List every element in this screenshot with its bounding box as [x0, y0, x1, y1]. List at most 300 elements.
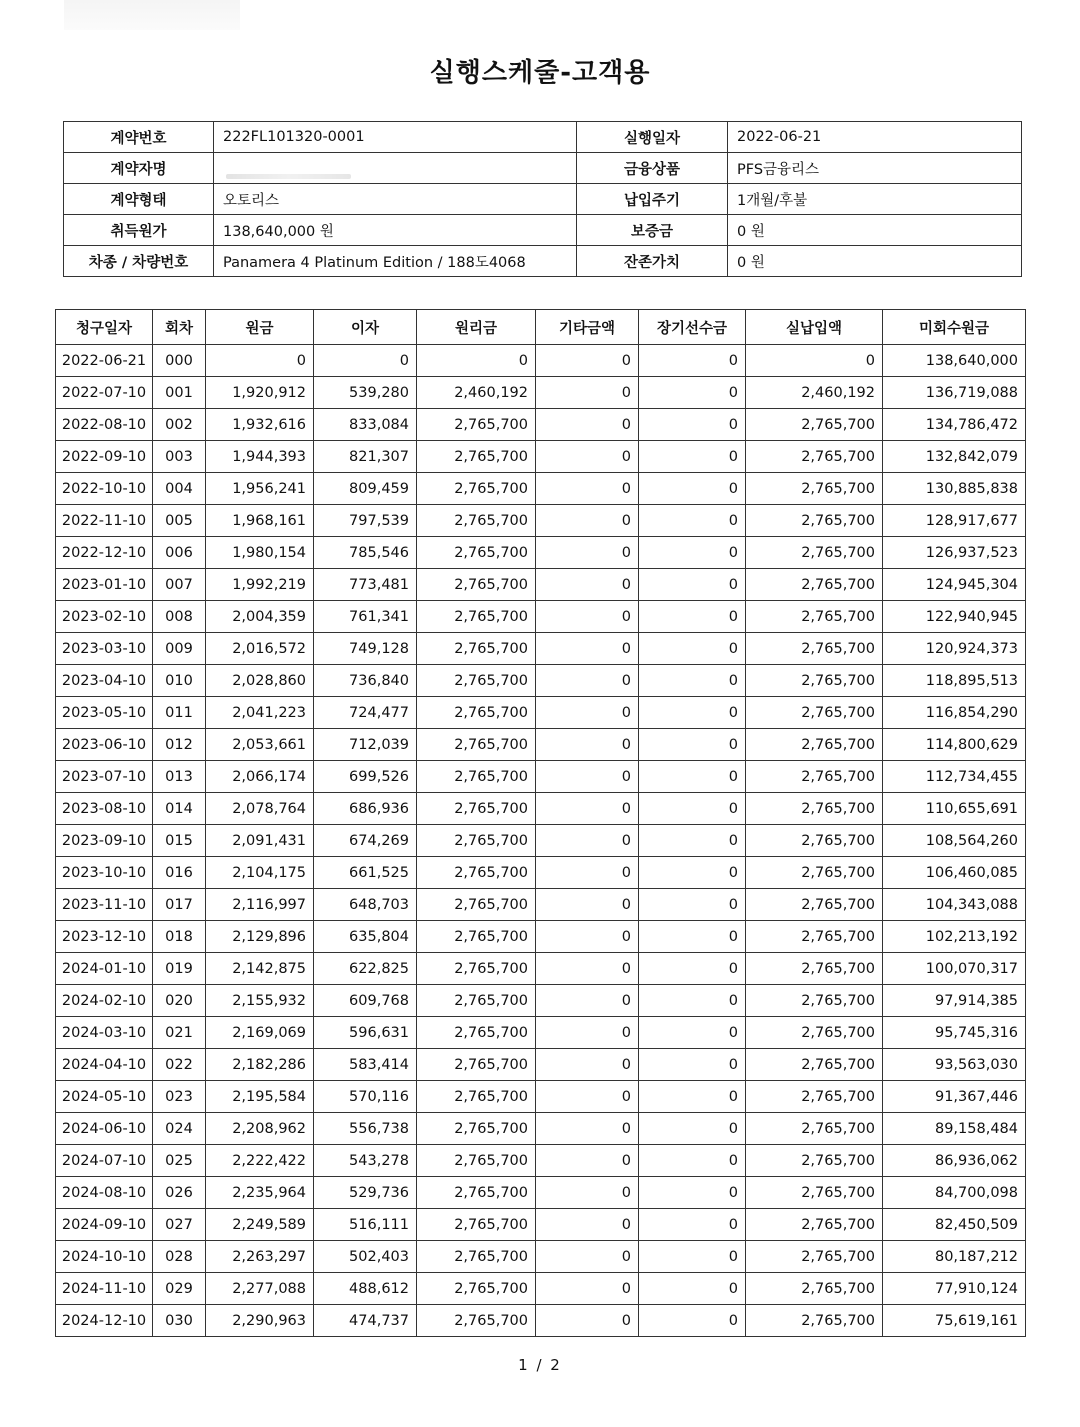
table-cell: 2,765,700 [746, 1113, 883, 1145]
table-cell: 2,765,700 [417, 665, 536, 697]
table-cell: 014 [153, 793, 206, 825]
table-cell: 2024-11-10 [56, 1273, 153, 1305]
table-cell: 82,450,509 [883, 1209, 1026, 1241]
table-cell: 712,039 [314, 729, 417, 761]
table-cell: 84,700,098 [883, 1177, 1026, 1209]
table-cell: 2,765,700 [417, 569, 536, 601]
table-cell: 2022-09-10 [56, 441, 153, 473]
table-cell: 0 [536, 889, 639, 921]
execution-date-value: 2022-06-21 [728, 122, 1022, 153]
table-cell: 2,129,896 [206, 921, 314, 953]
table-row [56, 921, 1026, 953]
table-cell: 0 [639, 889, 746, 921]
table-cell: 2,765,700 [417, 793, 536, 825]
table-cell: 2,765,700 [417, 985, 536, 1017]
table-cell: 1,944,393 [206, 441, 314, 473]
table-cell: 0 [536, 1049, 639, 1081]
table-cell: 2,765,700 [417, 1017, 536, 1049]
table-cell: 2,765,700 [417, 473, 536, 505]
table-cell: 2,765,700 [746, 1305, 883, 1337]
table-cell: 2,765,700 [746, 1145, 883, 1177]
table-cell: 0 [639, 1081, 746, 1113]
table-cell: 2,016,572 [206, 633, 314, 665]
table-cell: 010 [153, 665, 206, 697]
table-cell: 0 [639, 665, 746, 697]
table-cell: 622,825 [314, 953, 417, 985]
table-cell: 130,885,838 [883, 473, 1026, 505]
table-cell: 0 [639, 921, 746, 953]
table-cell: 0 [639, 697, 746, 729]
table-cell: 030 [153, 1305, 206, 1337]
table-row [56, 729, 1026, 761]
table-cell: 609,768 [314, 985, 417, 1017]
table-cell: 106,460,085 [883, 857, 1026, 889]
table-cell: 0 [639, 729, 746, 761]
table-cell: 0 [536, 409, 639, 441]
table-cell: 2,263,297 [206, 1241, 314, 1273]
table-cell: 80,187,212 [883, 1241, 1026, 1273]
table-cell: 2024-09-10 [56, 1209, 153, 1241]
table-row [56, 345, 1026, 377]
table-cell: 583,414 [314, 1049, 417, 1081]
table-cell: 0 [639, 505, 746, 537]
table-cell: 0 [536, 857, 639, 889]
table-cell: 0 [639, 1145, 746, 1177]
table-cell: 0 [639, 345, 746, 377]
table-cell: 018 [153, 921, 206, 953]
table-cell: 2023-03-10 [56, 633, 153, 665]
table-cell: 1,992,219 [206, 569, 314, 601]
contract-type-label: 계약형태 [64, 184, 214, 215]
table-cell: 2023-08-10 [56, 793, 153, 825]
table-cell: 2,765,700 [417, 921, 536, 953]
info-row [64, 184, 1022, 215]
payment-cycle-label: 납입주기 [577, 184, 728, 215]
table-cell: 007 [153, 569, 206, 601]
table-cell: 2,765,700 [746, 473, 883, 505]
table-cell: 749,128 [314, 633, 417, 665]
column-header: 장기선수금 [639, 310, 746, 345]
table-cell: 0 [536, 761, 639, 793]
table-cell: 0 [639, 633, 746, 665]
table-cell: 91,367,446 [883, 1081, 1026, 1113]
table-cell: 95,745,316 [883, 1017, 1026, 1049]
table-cell: 136,719,088 [883, 377, 1026, 409]
table-cell: 2022-10-10 [56, 473, 153, 505]
table-cell: 797,539 [314, 505, 417, 537]
table-cell: 2,222,422 [206, 1145, 314, 1177]
table-cell: 006 [153, 537, 206, 569]
table-cell: 0 [206, 345, 314, 377]
table-row [56, 601, 1026, 633]
contract-info-table [63, 121, 1022, 277]
table-cell: 2,765,700 [417, 729, 536, 761]
table-cell: 0 [536, 345, 639, 377]
table-cell: 2,460,192 [746, 377, 883, 409]
table-cell: 0 [639, 377, 746, 409]
table-cell: 2023-06-10 [56, 729, 153, 761]
table-cell: 128,917,677 [883, 505, 1026, 537]
table-cell: 126,937,523 [883, 537, 1026, 569]
table-cell: 2022-06-21 [56, 345, 153, 377]
table-row [56, 377, 1026, 409]
table-cell: 2,765,700 [417, 953, 536, 985]
table-row [56, 953, 1026, 985]
table-cell: 2023-02-10 [56, 601, 153, 633]
table-cell: 2,765,700 [417, 1113, 536, 1145]
table-cell: 2,142,875 [206, 953, 314, 985]
table-cell: 000 [153, 345, 206, 377]
column-header: 실납입액 [746, 310, 883, 345]
table-cell: 0 [639, 1305, 746, 1337]
table-cell: 008 [153, 601, 206, 633]
table-cell: 2,041,223 [206, 697, 314, 729]
table-cell: 118,895,513 [883, 665, 1026, 697]
table-cell: 2023-12-10 [56, 921, 153, 953]
table-cell: 0 [314, 345, 417, 377]
table-cell: 0 [536, 1305, 639, 1337]
info-row [64, 215, 1022, 246]
page-number: 1 / 2 [518, 1356, 562, 1374]
table-cell: 2,765,700 [746, 633, 883, 665]
table-cell: 516,111 [314, 1209, 417, 1241]
table-cell: 001 [153, 377, 206, 409]
table-cell: 2024-02-10 [56, 985, 153, 1017]
table-cell: 2,053,661 [206, 729, 314, 761]
table-cell: 0 [746, 345, 883, 377]
table-cell: 0 [536, 537, 639, 569]
table-cell: 596,631 [314, 1017, 417, 1049]
table-cell: 2,765,700 [417, 1241, 536, 1273]
table-cell: 2,765,700 [746, 1177, 883, 1209]
table-row [56, 697, 1026, 729]
table-cell: 699,526 [314, 761, 417, 793]
table-cell: 2,765,700 [417, 889, 536, 921]
table-cell: 1,956,241 [206, 473, 314, 505]
table-cell: 011 [153, 697, 206, 729]
table-cell: 0 [639, 569, 746, 601]
table-cell: 570,116 [314, 1081, 417, 1113]
deposit-value: 0 원 [728, 215, 1022, 246]
column-header: 회차 [153, 310, 206, 345]
info-row [64, 246, 1022, 277]
table-cell: 821,307 [314, 441, 417, 473]
table-cell: 0 [639, 1177, 746, 1209]
table-cell: 2,066,174 [206, 761, 314, 793]
table-cell: 0 [639, 1241, 746, 1273]
table-cell: 2,765,700 [417, 1177, 536, 1209]
table-cell: 134,786,472 [883, 409, 1026, 441]
table-cell: 2,765,700 [417, 633, 536, 665]
table-cell: 724,477 [314, 697, 417, 729]
table-cell: 89,158,484 [883, 1113, 1026, 1145]
table-cell: 773,481 [314, 569, 417, 601]
table-row [56, 1177, 1026, 1209]
table-cell: 686,936 [314, 793, 417, 825]
table-cell: 1,920,912 [206, 377, 314, 409]
table-cell: 0 [536, 569, 639, 601]
table-cell: 2,460,192 [417, 377, 536, 409]
table-cell: 016 [153, 857, 206, 889]
table-cell: 012 [153, 729, 206, 761]
table-cell: 013 [153, 761, 206, 793]
table-cell: 025 [153, 1145, 206, 1177]
table-cell: 0 [639, 857, 746, 889]
redacted-name [226, 174, 351, 179]
table-cell: 104,343,088 [883, 889, 1026, 921]
table-cell: 0 [639, 1209, 746, 1241]
table-row [56, 1081, 1026, 1113]
table-cell: 2,765,700 [417, 1209, 536, 1241]
table-cell: 114,800,629 [883, 729, 1026, 761]
table-row [56, 1209, 1026, 1241]
table-cell: 2,765,700 [746, 761, 883, 793]
table-cell: 102,213,192 [883, 921, 1026, 953]
table-cell: 2022-11-10 [56, 505, 153, 537]
table-cell: 0 [639, 985, 746, 1017]
table-cell: 674,269 [314, 825, 417, 857]
table-cell: 122,940,945 [883, 601, 1026, 633]
table-cell: 2,765,700 [746, 1241, 883, 1273]
table-row [56, 1145, 1026, 1177]
table-cell: 2,765,700 [417, 537, 536, 569]
table-cell: 635,804 [314, 921, 417, 953]
table-cell: 2023-05-10 [56, 697, 153, 729]
table-cell: 761,341 [314, 601, 417, 633]
table-cell: 0 [536, 665, 639, 697]
table-cell: 2,765,700 [417, 825, 536, 857]
table-cell: 2,765,700 [746, 441, 883, 473]
table-cell: 124,945,304 [883, 569, 1026, 601]
table-cell: 833,084 [314, 409, 417, 441]
table-cell: 2023-11-10 [56, 889, 153, 921]
table-cell: 97,914,385 [883, 985, 1026, 1017]
column-header: 원리금 [417, 310, 536, 345]
table-cell: 023 [153, 1081, 206, 1113]
table-row [56, 505, 1026, 537]
table-cell: 2,208,962 [206, 1113, 314, 1145]
table-cell: 2,765,700 [746, 1049, 883, 1081]
table-cell: 543,278 [314, 1145, 417, 1177]
table-cell: 2023-10-10 [56, 857, 153, 889]
table-cell: 2024-12-10 [56, 1305, 153, 1337]
table-cell: 2,195,584 [206, 1081, 314, 1113]
table-cell: 004 [153, 473, 206, 505]
table-row [56, 409, 1026, 441]
contractor-name-value [214, 153, 577, 184]
table-cell: 2,765,700 [746, 793, 883, 825]
table-cell: 2,182,286 [206, 1049, 314, 1081]
table-cell: 93,563,030 [883, 1049, 1026, 1081]
table-cell: 0 [536, 985, 639, 1017]
table-cell: 0 [639, 1017, 746, 1049]
table-row [56, 1113, 1026, 1145]
table-cell: 474,737 [314, 1305, 417, 1337]
table-cell: 0 [536, 1209, 639, 1241]
table-cell: 0 [536, 697, 639, 729]
table-cell: 2,765,700 [417, 1305, 536, 1337]
table-cell: 2023-09-10 [56, 825, 153, 857]
contract-number-label: 계약번호 [64, 122, 214, 153]
table-cell: 2024-05-10 [56, 1081, 153, 1113]
page-title: 실행스케줄-고객용 [429, 58, 651, 88]
table-cell: 0 [639, 953, 746, 985]
table-cell: 2,765,700 [746, 889, 883, 921]
table-cell: 0 [536, 1081, 639, 1113]
table-cell: 2,765,700 [746, 697, 883, 729]
table-cell: 0 [536, 441, 639, 473]
table-cell: 1,932,616 [206, 409, 314, 441]
table-cell: 2,004,359 [206, 601, 314, 633]
table-row [56, 569, 1026, 601]
table-cell: 0 [639, 793, 746, 825]
table-row [56, 793, 1026, 825]
table-cell: 2,765,700 [746, 1209, 883, 1241]
table-cell: 0 [536, 1017, 639, 1049]
payment-schedule-table [55, 309, 1026, 1337]
table-cell: 2,765,700 [417, 601, 536, 633]
table-row [56, 1305, 1026, 1337]
table-cell: 2024-04-10 [56, 1049, 153, 1081]
table-cell: 0 [639, 825, 746, 857]
table-cell: 2022-08-10 [56, 409, 153, 441]
table-cell: 0 [536, 729, 639, 761]
table-cell: 1,968,161 [206, 505, 314, 537]
table-cell: 027 [153, 1209, 206, 1241]
table-cell: 2,765,700 [746, 665, 883, 697]
table-cell: 2,765,700 [746, 857, 883, 889]
table-cell: 015 [153, 825, 206, 857]
table-cell: 0 [639, 1113, 746, 1145]
table-cell: 2,765,700 [417, 1081, 536, 1113]
redacted-header-area [64, 0, 240, 30]
column-header: 기타금액 [536, 310, 639, 345]
table-cell: 022 [153, 1049, 206, 1081]
table-cell: 0 [536, 377, 639, 409]
table-cell: 2023-04-10 [56, 665, 153, 697]
table-cell: 0 [536, 505, 639, 537]
table-cell: 2024-06-10 [56, 1113, 153, 1145]
table-row [56, 473, 1026, 505]
table-cell: 0 [639, 537, 746, 569]
column-header: 원금 [206, 310, 314, 345]
table-cell: 2,765,700 [746, 569, 883, 601]
table-cell: 0 [639, 761, 746, 793]
table-cell: 648,703 [314, 889, 417, 921]
table-cell: 002 [153, 409, 206, 441]
table-row [56, 1273, 1026, 1305]
table-cell: 2,765,700 [746, 1081, 883, 1113]
table-cell: 019 [153, 953, 206, 985]
table-cell: 0 [639, 441, 746, 473]
table-cell: 488,612 [314, 1273, 417, 1305]
acquisition-cost-label: 취득원가 [64, 215, 214, 246]
table-cell: 2024-08-10 [56, 1177, 153, 1209]
table-cell: 017 [153, 889, 206, 921]
table-cell: 009 [153, 633, 206, 665]
table-cell: 0 [639, 473, 746, 505]
column-header: 이자 [314, 310, 417, 345]
vehicle-label: 차종 / 차량번호 [64, 246, 214, 277]
table-cell: 2,765,700 [417, 1049, 536, 1081]
table-row [56, 1241, 1026, 1273]
table-cell: 0 [536, 1241, 639, 1273]
table-cell: 736,840 [314, 665, 417, 697]
table-cell: 809,459 [314, 473, 417, 505]
table-row [56, 1017, 1026, 1049]
table-cell: 0 [639, 409, 746, 441]
info-row [64, 153, 1022, 184]
deposit-label: 보증금 [577, 215, 728, 246]
table-cell: 2,116,997 [206, 889, 314, 921]
table-cell: 2,028,860 [206, 665, 314, 697]
table-cell: 2023-01-10 [56, 569, 153, 601]
table-cell: 2,290,963 [206, 1305, 314, 1337]
contractor-name-label: 계약자명 [64, 153, 214, 184]
table-cell: 021 [153, 1017, 206, 1049]
table-cell: 2,078,764 [206, 793, 314, 825]
table-cell: 0 [536, 921, 639, 953]
table-cell: 0 [639, 601, 746, 633]
finance-product-value: PFS금융리스 [728, 153, 1022, 184]
table-cell: 785,546 [314, 537, 417, 569]
info-row [64, 122, 1022, 153]
table-cell: 2,277,088 [206, 1273, 314, 1305]
table-cell: 0 [536, 473, 639, 505]
table-cell: 556,738 [314, 1113, 417, 1145]
table-cell: 028 [153, 1241, 206, 1273]
schedule-body [56, 345, 1026, 1337]
table-cell: 100,070,317 [883, 953, 1026, 985]
table-row [56, 441, 1026, 473]
table-cell: 2,765,700 [746, 537, 883, 569]
table-cell: 120,924,373 [883, 633, 1026, 665]
table-cell: 661,525 [314, 857, 417, 889]
table-cell: 2,765,700 [746, 409, 883, 441]
table-cell: 2022-07-10 [56, 377, 153, 409]
table-cell: 020 [153, 985, 206, 1017]
table-row [56, 633, 1026, 665]
contract-number-value: 222FL101320-0001 [214, 122, 577, 153]
table-cell: 2,104,175 [206, 857, 314, 889]
table-cell: 0 [639, 1049, 746, 1081]
table-cell: 2,765,700 [417, 505, 536, 537]
table-cell: 2024-01-10 [56, 953, 153, 985]
table-cell: 0 [536, 825, 639, 857]
table-cell: 2,765,700 [746, 921, 883, 953]
table-cell: 2,249,589 [206, 1209, 314, 1241]
table-cell: 2,765,700 [746, 1273, 883, 1305]
table-cell: 2024-03-10 [56, 1017, 153, 1049]
table-cell: 0 [639, 1273, 746, 1305]
table-cell: 005 [153, 505, 206, 537]
table-row [56, 537, 1026, 569]
table-cell: 77,910,124 [883, 1273, 1026, 1305]
table-cell: 0 [536, 1145, 639, 1177]
table-cell: 0 [536, 793, 639, 825]
table-cell: 2,091,431 [206, 825, 314, 857]
table-cell: 2,765,700 [746, 1017, 883, 1049]
table-cell: 029 [153, 1273, 206, 1305]
table-cell: 0 [536, 1177, 639, 1209]
table-cell: 2,765,700 [417, 441, 536, 473]
table-cell: 1,980,154 [206, 537, 314, 569]
contract-info-body [64, 122, 1022, 277]
table-cell: 2,765,700 [746, 601, 883, 633]
execution-date-label: 실행일자 [577, 122, 728, 153]
table-cell: 2,155,932 [206, 985, 314, 1017]
table-cell: 2022-12-10 [56, 537, 153, 569]
